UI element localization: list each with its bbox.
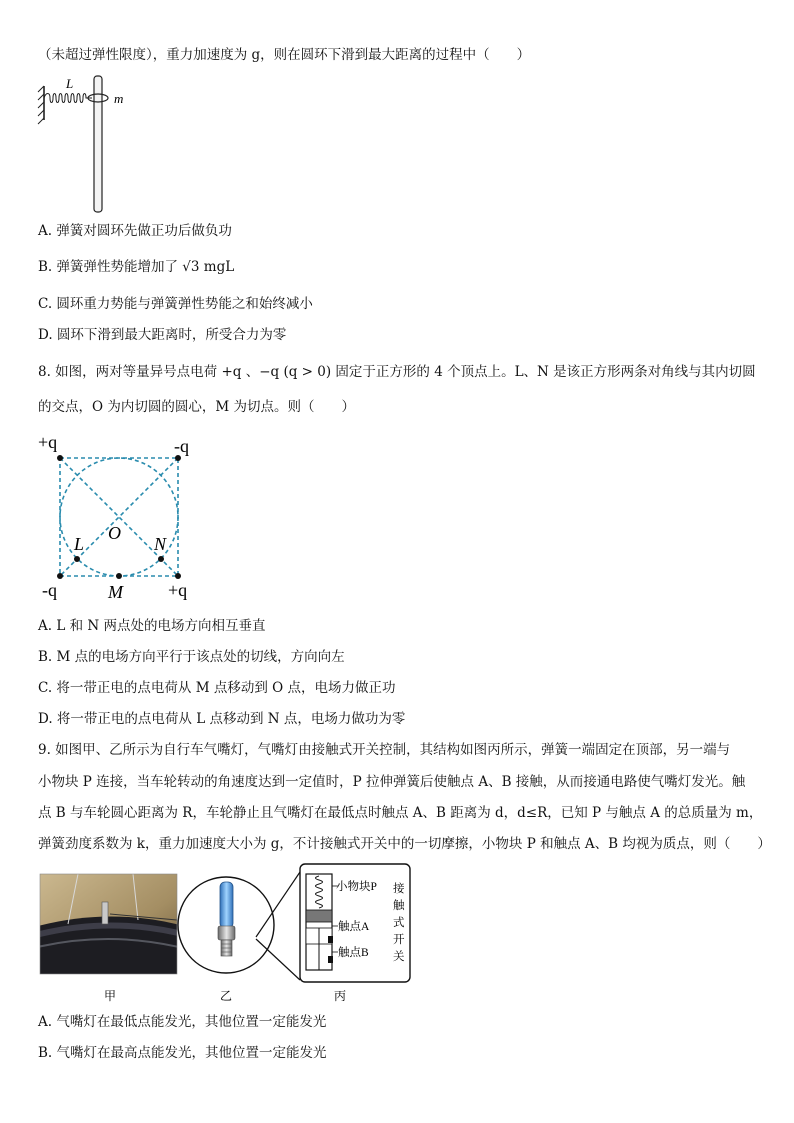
spring [44,94,92,103]
q9-option-a: A. 气嘴灯在最低点能发光，其他位置一定能发光 [38,1014,327,1030]
label-block-p: 小物块P [336,881,377,893]
q9-line-1: 9. 如图甲、乙所示为自行车气嘴灯，气嘴灯由接触式开关控制，其结构如图丙所示，弹簧一端固定在顶部，另一端与 [38,742,731,758]
svg-text:式: 式 [393,917,405,929]
q7-option-b: B. 弹簧弹性势能增加了 √3 mgL [38,259,235,275]
q9-line-4: 弹簧劲度系数为 k，重力加速度大小为 g，不计接触式开关中的一切摩擦，小物块 P 和触点 A、B 均视为质点，则（ ） [38,836,771,852]
q8-option-a: A. L 和 N 两点处的电场方向相互垂直 [38,618,266,634]
q8-line-2: 的交点，O 为内切圆的圆心，M 为切点。则（ ） [38,399,355,415]
point-M [116,573,122,579]
label-O: O [108,523,121,543]
caption-bing: 丙 [334,989,347,1003]
label-M: M [108,582,123,602]
contact-b [328,956,333,963]
label-br: +q [168,580,188,600]
q7-figure [36,70,146,216]
q9-line-3: 点 B 与车轮圆心距离为 R，车轮静止且气嘴灯在最低点时触点 A、B 距离为 d，d≤R，已知 P 与触点 A 的总质量为 m， [38,805,763,821]
svg-text:接: 接 [393,883,405,895]
q8-figure [34,428,204,606]
label-contact-b: 触点B [338,947,369,959]
leader-line-bottom [256,939,300,980]
svg-text:关: 关 [393,951,405,963]
label-contact-a: 触点A [338,921,370,933]
charge-point-bl [57,573,63,579]
label-N: N [154,534,167,554]
q8-option-b: B. M 点的电场方向平行于该点处的切线，方向向左 [38,649,345,665]
point-L [74,556,80,562]
q9-option-b: B. 气嘴灯在最高点能发光，其他位置一定能发光 [38,1045,327,1061]
q9-line-2: 小物块 P 连接，当车轮转动的角速度达到一定值时，P 拉伸弹簧后使触点 A、B 接触，从而接通电路使气嘴灯发光。触 [38,774,746,790]
q8-line-1: 8. 如图，两对等量异号点电荷 +q 、−q (q > 0) 固定于正方形的 4 个顶点上。L、N 是该正方形两条对角线与其内切圆 [38,364,756,380]
block-p [306,910,332,922]
label-tr: -q [174,436,189,456]
label-L: L [74,534,85,554]
charge-point-tl [57,455,63,461]
photo-wheel-valve [38,874,198,974]
q7-intro: （未超过弹性限度），重力加速度为 g，则在圆环下滑到最大距离的过程中（ ） [38,47,531,63]
q9-figure [38,862,418,1007]
label-tl: +q [38,432,58,452]
svg-text:开: 开 [393,934,405,946]
wall-hatch [38,86,44,124]
side-label [393,881,405,963]
label-m: m [114,91,124,106]
q7-option-d: D. 圆环下滑到最大距离时，所受合力为零 [38,327,287,343]
vertical-rod [94,76,102,212]
label-L: L [66,76,74,91]
caption-jia: 甲 [104,989,117,1003]
q8-option-d: D. 将一带正电的点电荷从 L 点移动到 N 点，电场力做功为零 [38,711,406,727]
svg-text:触: 触 [393,900,405,912]
charge-point-br [175,573,181,579]
q8-option-c: C. 将一带正电的点电荷从 M 点移动到 O 点，电场力做正功 [38,680,396,696]
caption-yi: 乙 [220,989,233,1003]
q7-option-a: A. 弹簧对圆环先做正功后做负功 [38,223,232,239]
label-bl: -q [42,580,57,600]
point-N [158,556,164,562]
q7-option-c: C. 圆环重力势能与弹簧弹性势能之和始终减小 [38,296,313,312]
